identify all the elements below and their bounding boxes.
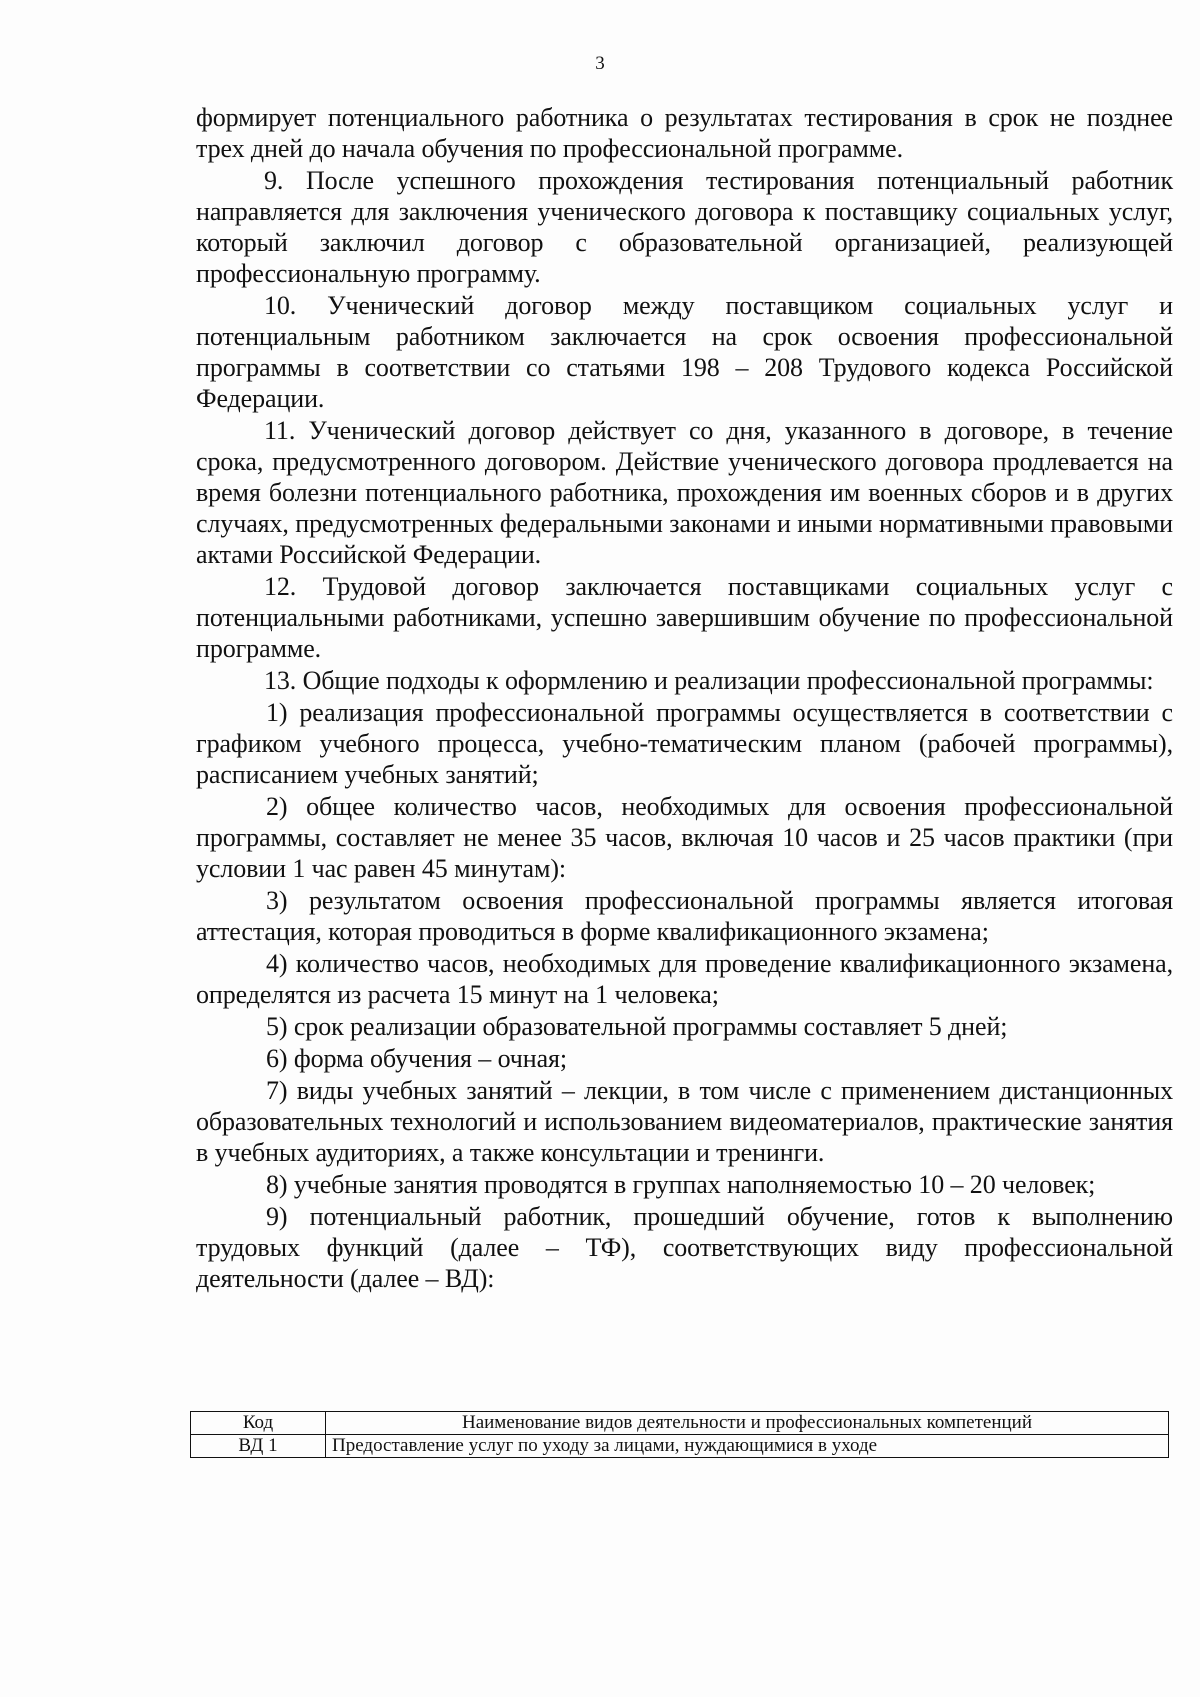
list-item-1: 1) реализация профессиональной программы осуществляется в соответствии с графиком учебного процесса, учебно-тематическим планом (рабочей программы), расписанием учебных занятий; xyxy=(196,698,1173,789)
paragraph-11: 11. Ученический договор действует со дня, указанного в договоре, в течение срока, предусмотренного договором. Действие ученического договора продлевается на время болезни потенциального работника, прохождения им военных сборов и в других случаях, предусмотренных федеральными законами и иными нормативными правовыми актами Российской Федерации. xyxy=(196,416,1173,569)
paragraph-continuation: формирует потенциального работника о результатах тестирования в срок не позднее трех дней до начала обучения по профессиональной программе. xyxy=(196,103,1173,163)
list-item-2: 2) общее количество часов, необходимых для освоения профессиональной программы, составляет не менее 35 часов, включая 10 часов и 25 часов практики (при условии 1 час равен 45 минутам): xyxy=(196,792,1173,883)
activity-table-wrapper xyxy=(190,1411,1169,1458)
table-header-code: Код xyxy=(191,1412,326,1435)
document-body xyxy=(196,102,1173,1294)
page-number: 3 xyxy=(595,53,605,74)
list-item-8: 8) учебные занятия проводятся в группах наполняемостью 10 – 20 человек; xyxy=(266,1170,1096,1199)
list-item-5: 5) срок реализации образовательной программы составляет 5 дней; xyxy=(266,1012,1008,1041)
list-item-4: 4) количество часов, необходимых для проведение квалификационного экзамена, определятся из расчета 15 минут на 1 человека; xyxy=(196,949,1173,1009)
paragraph-12: 12. Трудовой договор заключается поставщиками социальных услуг с потенциальными работниками, успешно завершившим обучение по профессиональной программе. xyxy=(196,572,1173,663)
table-cell-name: Предоставление услуг по уходу за лицами, нуждающимися в уходе xyxy=(326,1435,1169,1458)
list-item-3: 3) результатом освоения профессиональной программы является итоговая аттестация, которая проводиться в форме квалификационного экзамена; xyxy=(196,886,1173,946)
list-item-7: 7) виды учебных занятий – лекции, в том числе с применением дистанционных образовательных технологий и использованием видеоматериалов, практические занятия в учебных аудиториях, а также консультации и тренинги. xyxy=(196,1076,1173,1167)
paragraph-9: 9. После успешного прохождения тестирования потенциальный работник направляется для заключения ученического договора к поставщику социальных услуг, который заключил договор с образовательной организацией, реализующей профессиональную программу. xyxy=(196,166,1173,288)
table-cell-code: ВД 1 xyxy=(191,1435,326,1458)
paragraph-10: 10. Ученический договор между поставщиком социальных услуг и потенциальным работником заключается на срок освоения профессиональной программы в соответствии со статьями 198 – 208 Трудового кодекса Российской Федерации. xyxy=(196,291,1173,413)
activity-table xyxy=(190,1411,1169,1458)
table-header-row xyxy=(191,1412,1169,1435)
list-item-6: 6) форма обучения – очная; xyxy=(266,1044,568,1073)
list-item-9: 9) потенциальный работник, прошедший обучение, готов к выполнению трудовых функций (далее – ТФ), соответствующих виду профессиональной деятельности (далее – ВД): xyxy=(196,1202,1173,1293)
paragraph-13: 13. Общие подходы к оформлению и реализации профессиональной программы: xyxy=(264,666,1154,695)
table-header-name: Наименование видов деятельности и профессиональных компетенций xyxy=(326,1412,1169,1435)
table-row xyxy=(191,1435,1169,1458)
